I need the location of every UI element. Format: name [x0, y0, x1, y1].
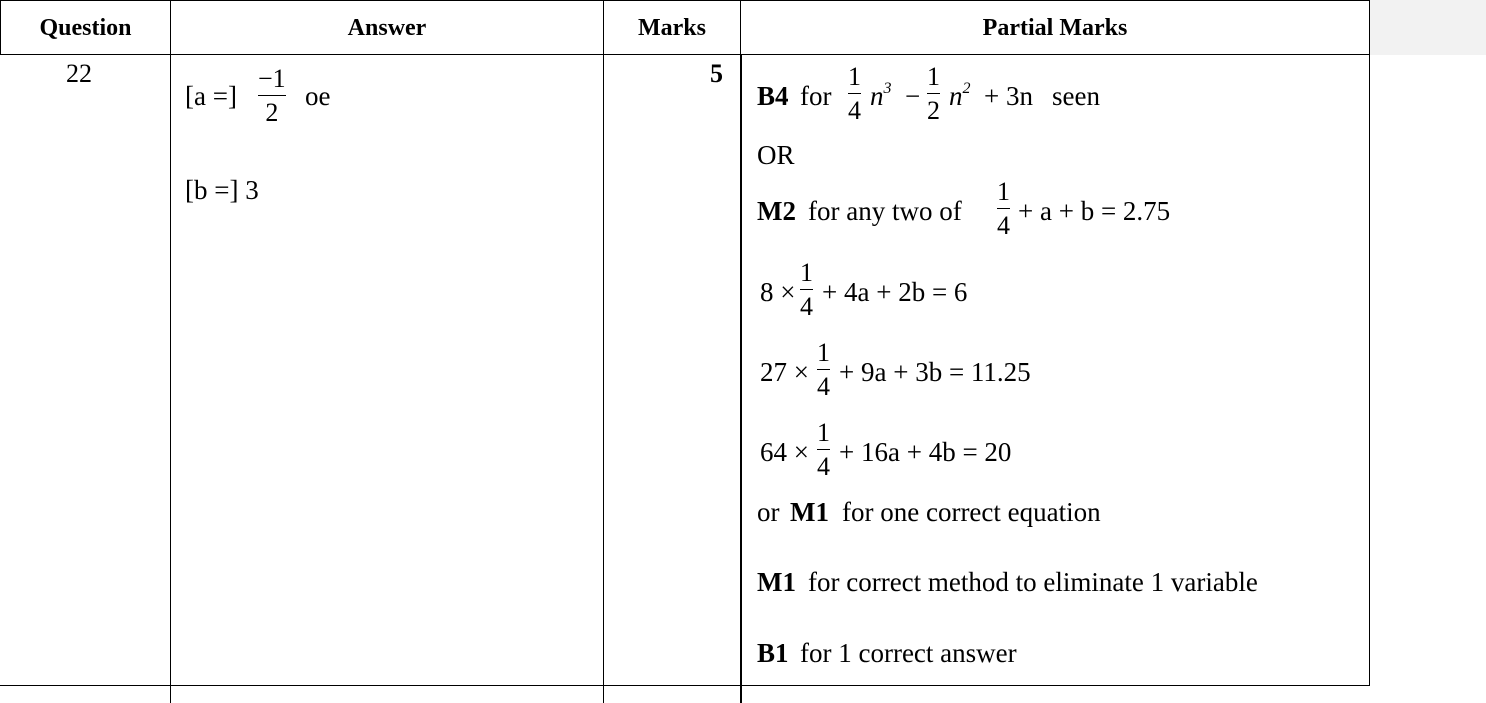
- header-marks: Marks: [638, 14, 706, 41]
- b4-fraction-2-num: 1: [927, 62, 940, 91]
- eq3-num: 1: [817, 338, 830, 367]
- fraction-bar: [848, 93, 861, 94]
- b4-fraction-1-den: 4: [848, 96, 861, 125]
- eq1-num: 1: [997, 177, 1010, 206]
- eq2-den: 4: [800, 292, 813, 321]
- or-m1-prefix: or: [757, 497, 780, 527]
- eq3-fraction: [817, 340, 830, 400]
- m2-text: for any two of: [808, 196, 962, 226]
- eq3-prefix: 27 ×: [760, 357, 809, 387]
- answer-b-line: [b =] 3: [185, 175, 259, 205]
- b4-exponent-3: 3: [883, 80, 892, 97]
- b4-fraction-2-den: 2: [927, 96, 940, 125]
- eq1-den: 4: [997, 211, 1010, 240]
- b4-for: for: [800, 81, 832, 111]
- eq2-rest: + 4a + 2b = 6: [822, 277, 968, 307]
- or-separator: OR: [757, 140, 795, 170]
- fraction-bar: [997, 208, 1010, 209]
- answer-a-prefix: [a =]: [185, 81, 237, 111]
- fraction-bar: [258, 95, 286, 96]
- eq2-fraction: [800, 260, 813, 320]
- col-divider-5: [1369, 0, 1370, 686]
- eq3-den: 4: [817, 372, 830, 401]
- eq2-prefix: 8 ×: [760, 277, 796, 307]
- b4-n2-var: n: [949, 81, 963, 111]
- header-filler: [1369, 0, 1486, 55]
- b1-text: for 1 correct answer: [800, 638, 1017, 668]
- fraction-bar: [817, 449, 830, 450]
- answer-a-denominator: 2: [265, 98, 279, 127]
- b4-n-cubed: [870, 80, 892, 111]
- m1b-code: M1: [757, 567, 796, 597]
- b4-fraction-1: [848, 64, 861, 124]
- answer-a-fraction: [258, 66, 286, 126]
- eq4-prefix: 64 ×: [760, 437, 809, 467]
- answer-a-suffix: oe: [305, 81, 331, 111]
- row-bottom-rule: [0, 685, 1369, 686]
- m2-code: M2: [757, 196, 796, 226]
- b4-n3-var: n: [870, 81, 884, 111]
- fraction-bar: [800, 289, 813, 290]
- eq2-num: 1: [800, 258, 813, 287]
- b4-exponent-2: 2: [962, 80, 971, 97]
- eq4-rest: + 16a + 4b = 20: [839, 437, 1012, 467]
- b4-code: B4: [757, 81, 789, 111]
- b4-n-squared: [949, 80, 971, 111]
- eq1-fraction: [997, 179, 1010, 239]
- eq4-num: 1: [817, 418, 830, 447]
- header-question: Question: [39, 14, 132, 41]
- eq3-rest: + 9a + 3b = 11.25: [839, 357, 1031, 387]
- col-divider-3: [603, 0, 604, 703]
- marks-value: 5: [710, 59, 723, 88]
- eq4-fraction: [817, 420, 830, 480]
- b4-minus: −: [905, 81, 921, 111]
- m1a-text: for one correct equation: [842, 497, 1101, 527]
- b1-code: B1: [757, 638, 789, 668]
- b4-seen: seen: [1052, 81, 1100, 111]
- col-divider-4b: [741, 55, 742, 703]
- question-number: 22: [66, 59, 92, 88]
- m1b-text: for correct method to eliminate 1 variable: [808, 567, 1258, 597]
- b4-fraction-1-num: 1: [848, 62, 861, 91]
- eq4-den: 4: [817, 452, 830, 481]
- m1a-code: M1: [790, 497, 829, 527]
- col-divider-2: [170, 0, 171, 703]
- b4-tail: + 3n: [984, 81, 1033, 111]
- eq1-rest: + a + b = 2.75: [1018, 196, 1171, 226]
- fraction-bar: [817, 369, 830, 370]
- b4-fraction-2: [927, 64, 940, 124]
- answer-a-numerator: −1: [258, 64, 286, 93]
- header-partial-marks: Partial Marks: [982, 14, 1128, 41]
- header-answer: Answer: [347, 14, 427, 41]
- fraction-bar: [927, 93, 940, 94]
